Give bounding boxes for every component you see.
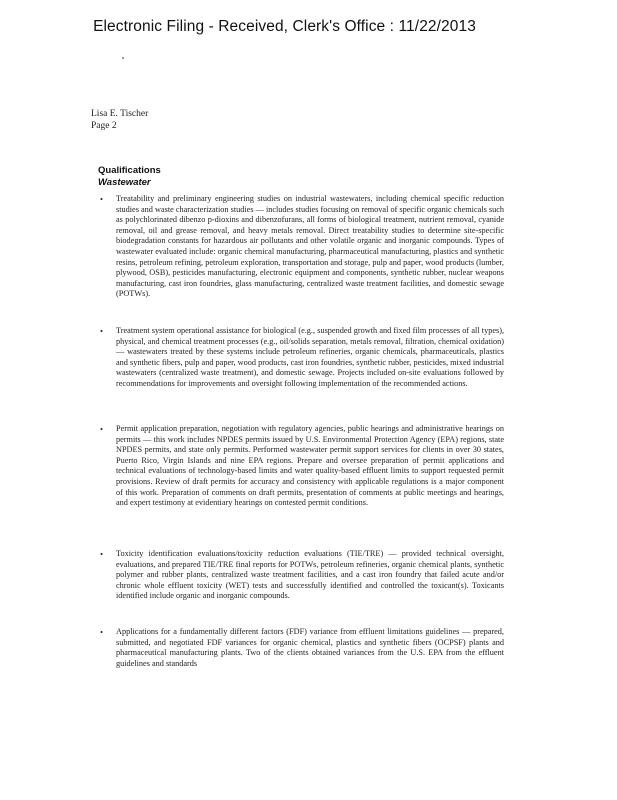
section-subtitle: Wastewater: [98, 177, 151, 188]
bullet-item: [100, 326, 504, 390]
bullet-item: [100, 424, 504, 509]
bullet-text: Permit application preparation, negotiation with regulatory agencies, public hearings and administrative hearings on permits — this work includes NPDES permits issued by U.S. Environmental Protection Agency (EPA) regions, state NPDES permits, and state only permits. Performed wastewater permit support services for clients in over 30 states, Puerto Rico, Virgin Islands and nine EPA regions. Prepare and oversee preparation of permit applications and technical evaluations of technology-based limits and water quality-based effluent limits to support requested permit provisions. Review of draft permits for accuracy and consistency with applicable regulations is a major component of this work. Preparation of comments on draft permits, presentation of comments at public meetings and hearings, and expert testimony at evidentiary hearings on contested permit conditions.: [116, 424, 504, 508]
bullet-icon: •: [100, 194, 103, 204]
bullet-text: Applications for a fundamentally different factors (FDF) variance from effluent limitations guidelines — prepared, submitted, and negotiated FDF variances for organic chemical, plastics and synthetic fibers (OCPSF) plants and pharmaceutical manufacturing plants. Two of the clients obtained variances from the U.S. EPA from the effluent guidelines and standards: [116, 627, 504, 668]
bullet-text: Treatment system operational assistance for biological (e.g., suspended growth and fixed film processes of all types), physical, and chemical treatment processes (e.g., oil/solids separation, metals removal, filtration, chemical oxidation) — wastewaters treated by these systems include petroleum refineries, organic chemicals, pharmaceuticals, plastics and synthetic fibers, pulp and paper, wood products, cast iron foundries, synthetic rubber, pesticides, mixed industrial wastewaters (centralized waste treatment), and domestic sewage. Projects included on-site evaluations followed by recommendations for improvements and oversight following implementation of the recommended actions.: [116, 326, 504, 388]
bullet-text: Toxicity identification evaluations/toxicity reduction evaluations (TIE/TRE) — provided technical oversight, evaluations, and prepared TIE/TRE final reports for POTWs, petroleum refineries, organic chemical plants, synthetic polymer and rubber plants, centralized waste treatment facilities, and a cast iron foundry that failed acute and/or chronic whole effluent toxicity (WET) tests and successfully identified and controlled the toxicant(s). Toxicants identified include organic and inorganic compounds.: [116, 549, 504, 601]
bullet-icon: •: [100, 549, 103, 559]
bullet-item: [100, 549, 504, 602]
section-title: Qualifications: [98, 165, 161, 176]
bullet-item: [100, 194, 504, 300]
bullet-icon: •: [100, 326, 103, 336]
bullet-text: Treatability and preliminary engineering studies on industrial wastewaters, including chemical specific reduction studies and waste characterization studies — includes studies focusing on removal of specific organic chemicals such as polychlorinated dibenzo p-dioxins and dibenzofurans, all forms of biological treatment, nutrient removal, cyanide removal, oil and grease removal, and heavy metals removal. Direct treatability studies to determine site-specific biodegradation constants for hazardous air pollutants and other volatile organic and inorganic compounds. Types of wastewater evaluated include: organic chemical manufacturing, pharmaceutical manufacturing, plastics and synthetic resins, petroleum refining, petroleum exploration, transportation and storage, pulp and paper, wood products (lumber, plywood, OSB), pesticides manufacturing, electronic equipment and components, synthetic rubber, nuclear weapons manufacturing, cast iron foundries, glass manufacturing, centralized waste treatment facilities, and domestic sewage (POTWs).: [116, 194, 504, 299]
bullet-item: [100, 627, 504, 669]
bullet-icon: •: [100, 627, 103, 637]
addressee-name: Lisa E. Tischer: [91, 109, 149, 119]
filing-stamp: Electronic Filing - Received, Clerk's Office : 11/22/2013: [93, 18, 476, 35]
addressee-block: [91, 108, 148, 132]
bullet-icon: •: [100, 424, 103, 434]
scan-artifact: [122, 57, 124, 59]
page-number: Page 2: [91, 121, 117, 131]
